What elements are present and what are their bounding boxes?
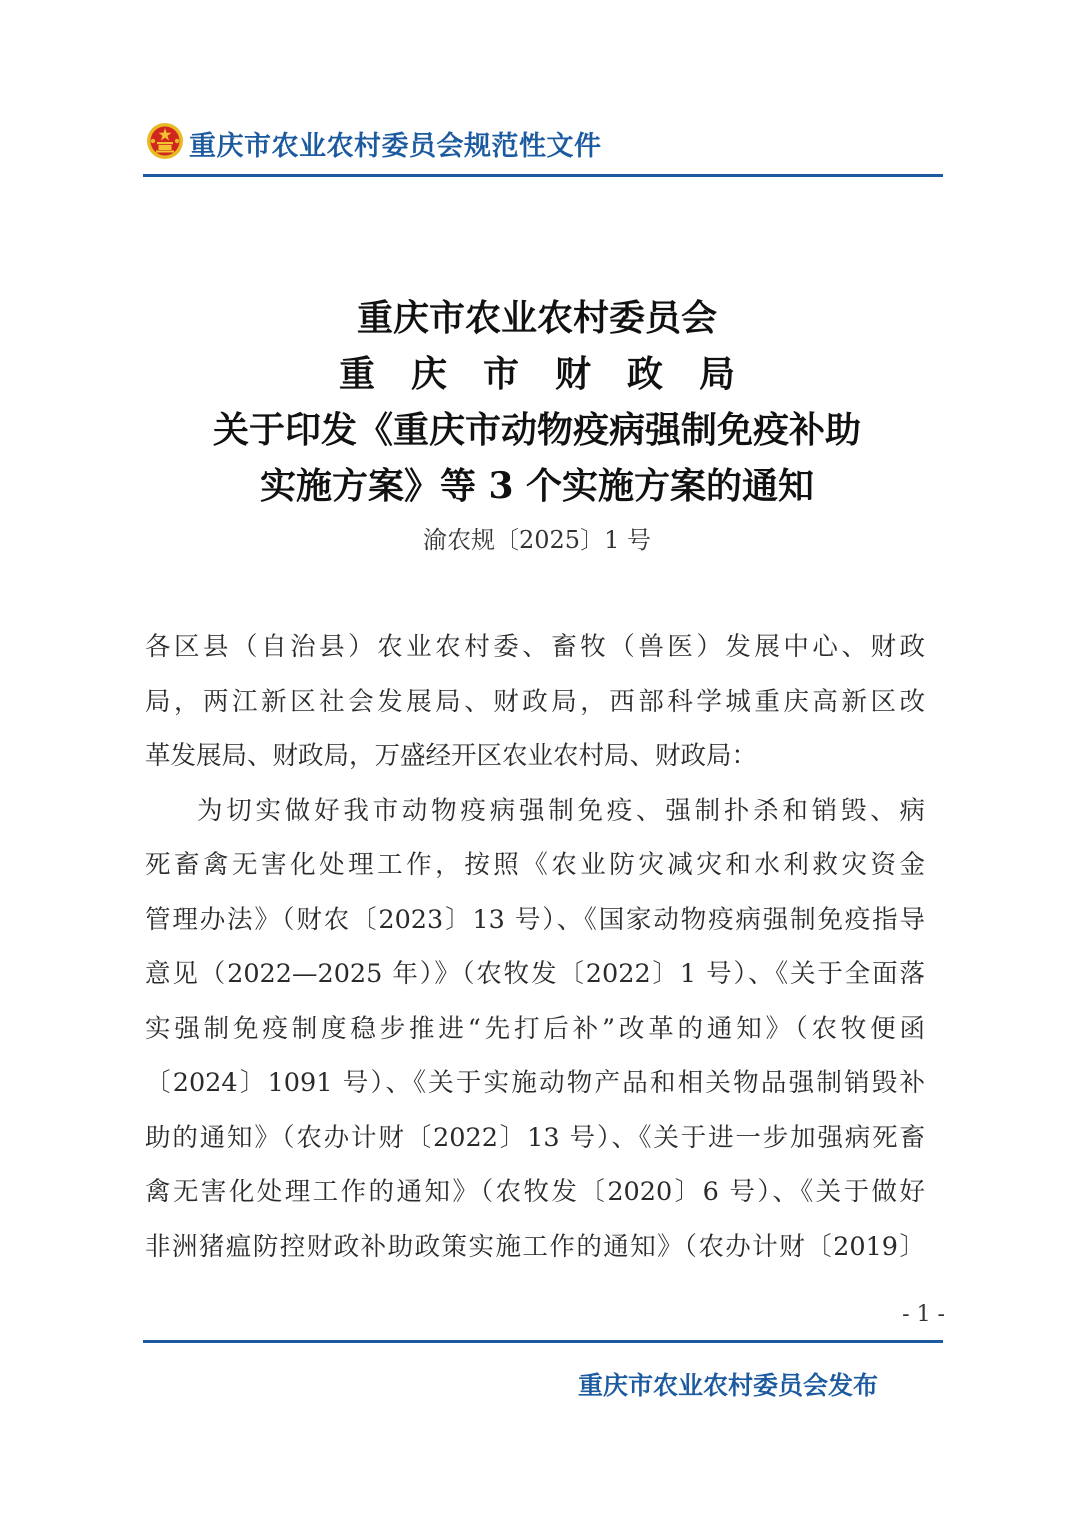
document-number: 渝农规〔2025〕1 号 [423,526,651,554]
body-line: 实强制免疫制度稳步推进“先打后补”改革的通知》（农牧便函 [145,1013,925,1044]
national-emblem-icon [145,121,185,161]
header-title: 重庆市农业农村委员会规范性文件 [189,131,602,162]
title-line-issuer-1: 重庆市农业农村委员会 [356,297,717,339]
footer-divider [143,1340,943,1343]
title-line-subject-1: 关于印发《重庆市动物疫病强制免疫补助 [212,409,861,451]
body-line: 死畜禽无害化处理工作，按照《农业防灾减灾和水利救灾资金 [145,850,925,880]
document-body [145,620,925,1274]
body-line: 〔2024〕1091 号）、《关于实施动物产品和相关物品强制销毁补 [145,1068,925,1098]
body-line: 局，两江新区社会发展局、财政局，西部科学城重庆高新区改 [145,686,925,717]
footer-publisher: 重庆市农业农村委员会发布 [577,1371,878,1400]
title-line-subject-2: 实施方案》等 3 个实施方案的通知 [259,465,815,507]
body-line: 非洲猪瘟防控财政补助政策实施工作的通知》（农办计财〔2019〕 [145,1231,925,1262]
header-divider [143,174,943,177]
body-line: 禽无害化处理工作的通知》（农牧发〔2020〕6 号）、《关于做好 [145,1177,925,1207]
document-header [145,118,945,168]
document-title [0,290,1074,514]
body-line: 意见（2022—2025 年）》（农牧发〔2022〕1 号）、《关于全面落 [145,959,925,989]
body-line: 管理办法》（财农〔2023〕13 号）、《国家动物疫病强制免疫指导 [145,904,925,935]
body-line: 革发展局、财政局，万盛经开区农业农村局、财政局： [145,741,758,771]
title-line-issuer-2: 重庆市财政局 [338,353,771,395]
page-number: - 1 - [902,1302,945,1327]
body-line: 助的通知》（农办计财〔2022〕13 号）、《关于进一步加强病死畜 [145,1122,925,1153]
body-line: 各区县（自治县）农业农村委、畜牧（兽医）发展中心、财政 [145,632,925,662]
body-line: 为切实做好我市动物疫病强制免疫、强制扑杀和销毁、病 [197,795,925,826]
